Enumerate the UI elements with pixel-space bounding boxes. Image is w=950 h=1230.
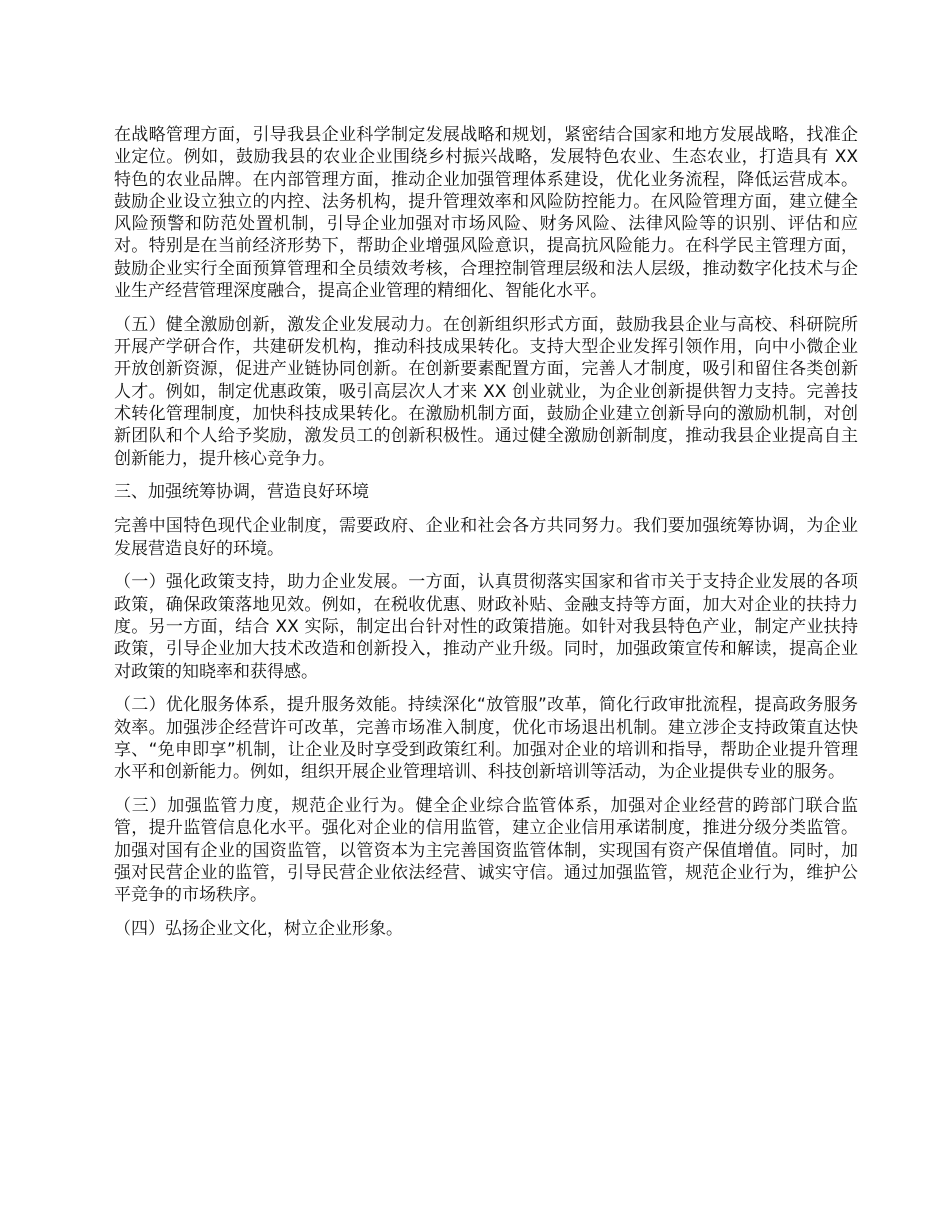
paragraph-supervision: （三）加强监管力度，规范企业行为。健全企业综合监管体系，加强对企业经营的跨部门联合监管，提升监管信息化水平。强化对企业的信用监管，建立企业信用承诺制度，推进分级分类监管。加强对国有企业的国资监管，以管资本为主完善国资监管体制，实现国有资产保值增值。同时，加强对民营企业的监管，引导民营企业依法经营、诚实守信。通过加强监管，规范企业行为，维护公平竞争的市场秩序。 xyxy=(114,796,858,906)
paragraph-strategy-management: 在战略管理方面，引导我县企业科学制定发展战略和规划，紧密结合国家和地方发展战略，找准企业定位。例如，鼓励我县的农业企业围绕乡村振兴战略，发展特色农业、生态农业，打造具有 XX 特色的农业品牌。在内部管理方面，推动企业加强管理体系建设，优化业务流程，降低运营成本。鼓励企业设立独立的内控、法务机构，提升管理效率和风险防控能力。在风险管理方面，建立健全风险预警和防范处置机制，引导企业加强对市场风险、财务风险、法律风险等的识别、评估和应对。特别是在当前经济形势下，帮助企业增强风险意识，提高抗风险能力。在科学民主管理方面，鼓励企业实行全面预算管理和全员绩效考核，合理控制管理层级和法人层级，推动数字化技术与企业生产经营管理深度融合，提高企业管理的精细化、智能化水平。 xyxy=(114,125,858,302)
paragraph-coordination-intro: 完善中国特色现代企业制度，需要政府、企业和社会各方共同努力。我们要加强统筹协调，为企业发展营造良好的环境。 xyxy=(114,516,858,559)
section-heading-coordination: 三、加强统筹协调，营造良好环境 xyxy=(114,482,369,503)
paragraph-corporate-culture: （四）弘扬企业文化，树立企业形象。 xyxy=(114,919,403,939)
paragraph-policy-support: （一）强化政策支持，助力企业发展。一方面，认真贯彻落实国家和省市关于支持企业发展的各项政策，确保政策落地见效。例如，在税收优惠、财政补贴、金融支持等方面，加大对企业的扶持力度。另一方面，结合 XX 实际，制定出台针对性的政策措施。如针对我县特色产业，制定产业扶持政策，引导企业加大技术改造和创新投入，推动产业升级。同时，加强政策宣传和解读，提高企业对政策的知晓率和获得感。 xyxy=(114,572,858,682)
document-page xyxy=(114,124,858,952)
paragraph-innovation-incentive: （五）健全激励创新，激发企业发展动力。在创新组织形式方面，鼓励我县企业与高校、科研院所开展产学研合作，共建研发机构，推动科技成果转化。支持大型企业发挥引领作用，向中小微企业开放创新资源，促进产业链协同创新。在创新要素配置方面，完善人才制度，吸引和留住各类创新人才。例如，制定优惠政策，吸引高层次人才来 XX 创业就业，为企业创新提供智力支持。完善技术转化管理制度，加快科技成果转化。在激励机制方面，鼓励企业建立创新导向的激励机制，对创新团队和个人给予奖励，激发员工的创新积极性。通过健全激励创新制度，推动我县企业提高自主创新能力，提升核心竞争力。 xyxy=(114,314,858,469)
paragraph-service-system: （二）优化服务体系，提升服务效能。持续深化“放管服”改革，简化行政审批流程，提高政务服务效率。加强涉企经营许可改革，完善市场准入制度，优化市场退出机制。建立涉企支持政策直达快享、“免申即享”机制，让企业及时享受到政策红利。加强对企业的培训和指导，帮助企业提升管理水平和创新能力。例如，组织开展企业管理培训、科技创新培训等活动，为企业提供专业的服务。 xyxy=(114,695,858,783)
